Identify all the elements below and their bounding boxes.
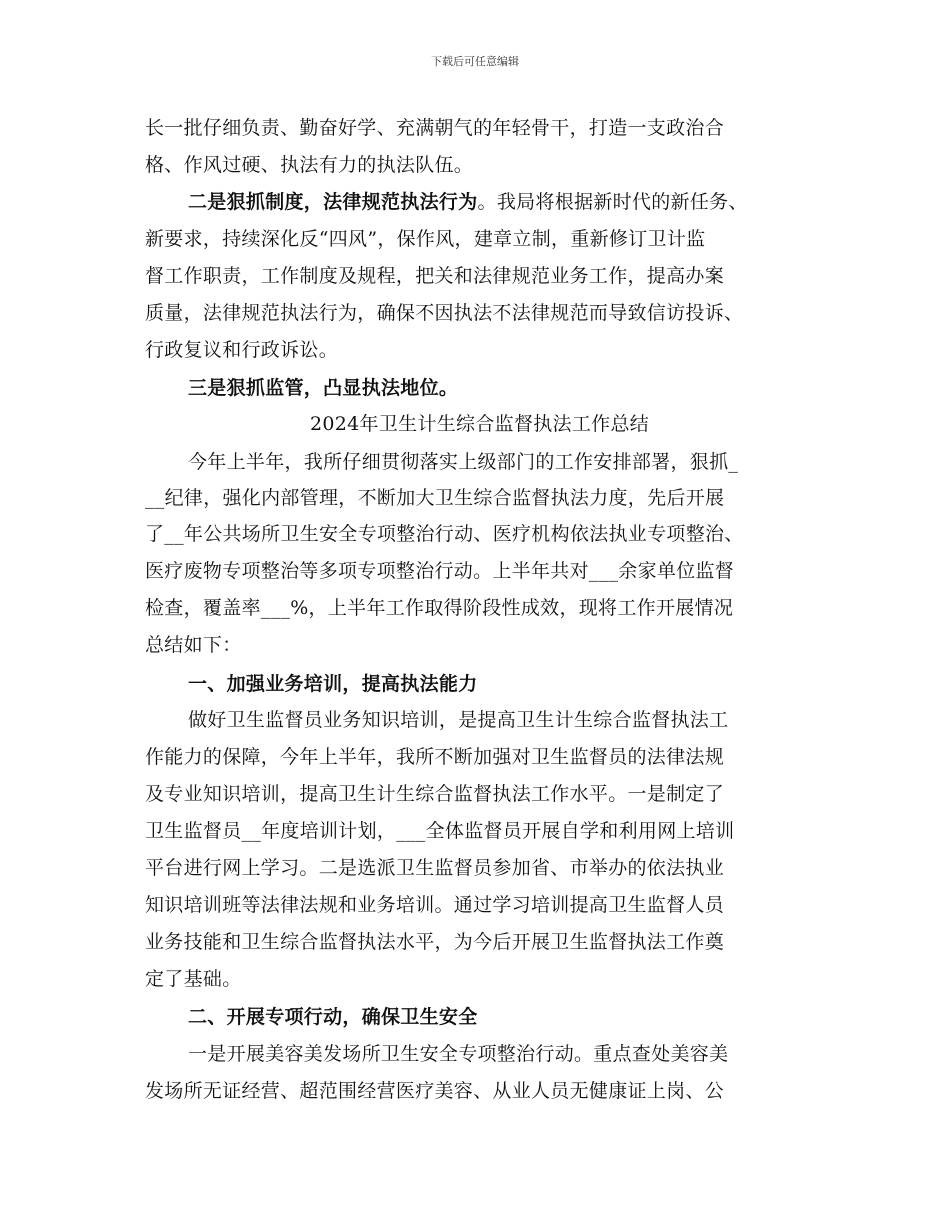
body-line: 及专业知识培训，提高卫生计生综合监督执法工作水平。一是制定了 bbox=[145, 783, 725, 805]
heading-one: 一、加强业务培训，提高执法能力 bbox=[188, 673, 478, 695]
body-line: 平台进行网上学习。二是选派卫生监督员参加省、市举办的依法执业 bbox=[145, 857, 725, 879]
body-line: 发场所无证经营、超范围经营医疗美容、从业人员无健康证上岗、公 bbox=[145, 1080, 725, 1102]
section-two-line bbox=[188, 190, 748, 214]
body-line: 医疗废物专项整治等多项专项整治行动。上半年共对___余家单位监督 bbox=[145, 560, 735, 582]
body-line: 行政复议和行政诉讼。 bbox=[145, 339, 339, 361]
body-line: 知识培训班等法律法规和业务培训。通过学习培训提高卫生监督人员 bbox=[145, 894, 725, 916]
body-line: 做好卫生监督员业务知识培训，是提高卫生计生综合监督执法工 bbox=[188, 709, 729, 731]
page-header-note: 下载后可任意编辑 bbox=[431, 55, 519, 68]
body-line: 长一批仔细负责、勤奋好学、充满朝气的年轻骨干，打造一支政治合 bbox=[145, 117, 725, 139]
body-line: 今年上半年，我所仔细贯彻落实上级部门的工作安排部署，狠抓_ bbox=[188, 451, 739, 473]
body-line: 了__年公共场所卫生安全专项整治行动、医疗机构依法执业专项整治、 bbox=[145, 523, 744, 545]
body-line: 一是开展美容美发场所卫生安全专项整治行动。重点查处美容美 bbox=[188, 1043, 729, 1065]
body-line: 新要求，持续深化反“四风”，保作风，建章立制，重新修订卫计监 bbox=[145, 228, 706, 250]
body-line: 作能力的保障，今年上半年，我所不断加强对卫生监督员的法律法规 bbox=[145, 746, 725, 768]
body-line: 格、作风过硬、执法有力的执法队伍。 bbox=[145, 154, 474, 176]
body-line: 检查，覆盖率___%，上半年工作取得阶段性成效，现将工作开展情况 bbox=[145, 597, 734, 619]
section-two-heading: 二是狠抓制度，法律规范执法行为 bbox=[188, 191, 478, 213]
body-line: 质量，法律规范执法行为，确保不因执法不法律规范而导致信访投诉、 bbox=[145, 302, 744, 324]
body-line: 督工作职责，工作制度及规程，把关和法律规范业务工作，提高办案 bbox=[145, 265, 725, 287]
document-title: 2024年卫生计生综合监督执法工作总结 bbox=[310, 413, 650, 435]
body-line: 总结如下： bbox=[145, 634, 242, 656]
section-two-text: 。我局将根据新时代的新任务、 bbox=[477, 191, 748, 213]
section-three-heading: 三是狠抓监管，凸显执法地位。 bbox=[188, 377, 459, 399]
body-line: 定了基础。 bbox=[145, 968, 242, 990]
body-line: __纪律，强化内部管理，不断加大卫生综合监督执法力度，先后开展 bbox=[145, 487, 725, 509]
heading-two: 二、开展专项行动，确保卫生安全 bbox=[188, 1006, 478, 1028]
body-line: 业务技能和卫生综合监督执法水平，为今后开展卫生监督执法工作奠 bbox=[145, 931, 725, 953]
body-line: 卫生监督员__年度培训计划，___全体监督员开展自学和利用网上培训 bbox=[145, 820, 735, 842]
